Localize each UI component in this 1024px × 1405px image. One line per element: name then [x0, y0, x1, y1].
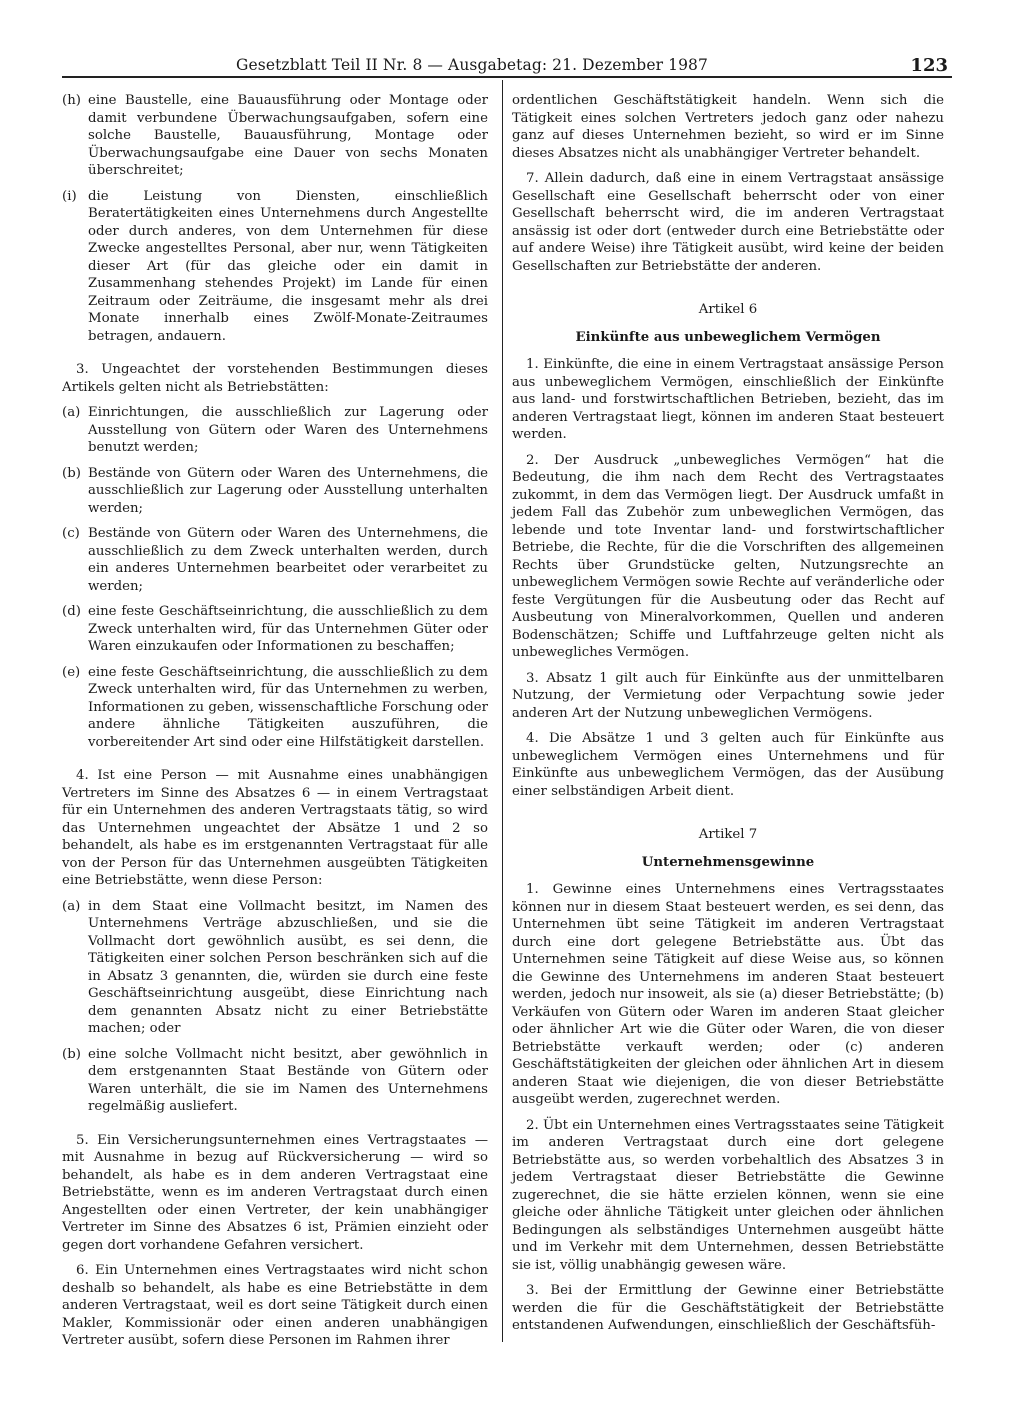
item-label: (b)	[62, 1046, 81, 1062]
item-text: Bestände von Gütern oder Waren des Unternehmens, die ausschließlich zu dem Zweck unterhalten werden, durch ein anderes Unternehmen bearbeitet oder verarbeitet zu werden;	[88, 526, 488, 594]
item-label: (c)	[62, 526, 80, 541]
article-6-paragraph: 2. Der Ausdruck „unbewegliches Vermögen“ hat die Bedeutung, die ihm nach dem Recht des Vertragstaates zukommt, in dem das Vermögen liegt. Der Ausdruck umfaßt in jedem Fall das Zubehör zum unbeweglichen Vermögen, das lebende und tote Inventar land- und forstwirtschaftlicher Betriebe, die Rechte, für die die Vorschriften des allgemeinen Rechts über Grundstücke gelten, Nutzungsrechte an unbeweglichem Vermögen sowie Rechte auf veränderliche oder feste Vergütungen für die Ausbeutung oder das Recht auf Ausbeutung von Mineralvorkommen, Quellen und anderen Bodenschätzen; Schiffe und Luftfahrzeuge gelten nicht als unbewegliches Vermögen.	[512, 452, 944, 660]
item-text: eine feste Geschäftseinrichtung, die ausschließlich zu dem Zweck unterhalten wird, für das Unternehmen zu werben, Informationen zu geben, wissenschaftliche Forschung oder andere ähnliche Tätigkeiten auszuführen, die vorbereitender Art sind oder eine Hilfstätigkeit darstellen.	[88, 664, 488, 750]
list-item	[62, 603, 488, 656]
article-7-title: Artikel 7	[698, 827, 758, 842]
page-number: 123	[910, 55, 948, 76]
list-item	[62, 898, 488, 1038]
list-item	[62, 92, 488, 180]
item-label: (a)	[62, 898, 81, 914]
article-6-paragraph: 4. Die Absätze 1 und 3 gelten auch für Einkünfte aus unbeweglichem Vermögen eines Unternehmens und für Einkünfte aus unbeweglichem Vermögen, das der Ausübung einer selbständigen Arbeit dient.	[512, 731, 944, 799]
column-divider	[502, 80, 503, 1342]
item-label: (e)	[62, 664, 81, 680]
item-text: eine solche Vollmacht nicht besitzt, aber gewöhnlich in dem erstgenannten Staat Bestände von Gütern oder Waren unterhält, die sie im Namen des Unternehmens regelmäßig ausliefert.	[88, 1046, 488, 1114]
item-text: in dem Staat eine Vollmacht besitzt, im Namen des Unternehmens Verträge abzuschließen, und sie die Vollmacht dort gewöhnlich ausübt, es sei denn, die Tätigkeiten einer solchen Person beschränken sich auf die in Absatz 3 genannten, die, würden sie durch eine feste Geschäftseinrichtung ausgeübt, diese Einrichtung nach dem genannten Absatz nicht zu einer Betriebstätte machen; oder	[88, 898, 488, 1036]
article-7-heading: Unternehmensgewinne	[641, 854, 815, 870]
page-header	[62, 52, 952, 78]
article-6-paragraph: 1. Einkünfte, die eine in einem Vertragstaat ansässige Person aus unbeweglichem Vermögen, einschließlich der Einkünfte aus land- und forstwirtschaftlichen Betrieben, bezieht, das im anderen Vertragstaat liegt, können im anderen Staat besteuert werden.	[512, 357, 944, 442]
article-7-paragraph: 2. Übt ein Unternehmen eines Vertragsstaates seine Tätigkeit im anderen Vertragstaat durch eine dort gelegene Betriebstätte aus, so werden vorbehaltlich des Absatzes 3 in jedem Vertragstaat dieser Betriebstätte die Gewinne zugerechnet, die sie hätte erzielen können, wenn sie eine gleiche oder ähnliche Tätigkeit unter gleichen oder ähnlichen Bedingungen als selbständiges Unternehmen ausgeübt hätte und im Verkehr mit dem Unternehmen, dessen Betriebstätte sie ist, völlig unabhängig gewesen wäre.	[512, 1117, 944, 1273]
header-title: Gesetzblatt Teil II Nr. 8 — Ausgabetag: 21. Dezember 1987	[236, 56, 708, 74]
right-column	[512, 92, 944, 1343]
list-item	[62, 664, 488, 752]
item-text: die Leistung von Diensten, einschließlich Beratertätigkeiten eines Unternehmens durch Angestellte oder durch anderes, von dem Unternehmen für diese Zwecke angestelltes Personal, aber nur, wenn Tätigkeiten dieser Art (für das gleiche oder ein damit in Zusammenhang stehendes Projekt) im Lande für einen Zeitraum oder Zeiträume, die insgesamt mehr als drei Monate innerhalb eines Zwölf-Monate-Zeitraumes betragen, andauern.	[88, 188, 488, 344]
list-item	[62, 188, 488, 346]
article-7-paragraph: 3. Bei der Ermittlung der Gewinne einer Betriebstätte werden die für die Geschäftstätigkeit der Betriebstätte entstandenen Aufwendungen, einschließlich der Geschäftsfüh-	[512, 1283, 944, 1333]
item-label: (d)	[62, 604, 81, 619]
article-6-heading: Einkünfte aus unbeweglichem Vermögen	[575, 329, 881, 345]
paragraph-4: 4. Ist eine Person — mit Ausnahme eines unabhängigen Vertreters im Sinne des Absatzes 6 — in einem Vertragstaat für ein Unternehmen des anderen Vertragstaats tätig, so wird das Unternehmen ungeachtet der Absätze 1 und 2 so behandelt, als habe es im erstgenannten Vertragstaat für alle von der Person für das Unternehmen ausgeübten Tätigkeiten eine Betriebstätte, wenn diese Person:	[62, 768, 488, 888]
paragraph-3: 3. Ungeachtet der vorstehenden Bestimmungen dieses Artikels gelten nicht als Betriebstätten:	[62, 362, 488, 395]
paragraph-6-continued: ordentlichen Geschäftstätigkeit handeln. Wenn sich die Tätigkeit eines solchen Vertreters jedoch ganz oder nahezu ganz auf dieses Unternehmen bezieht, so wird er im Sinne dieses Absatzes nicht als unabhängiger Vertreter behandelt.	[512, 93, 944, 161]
item-text: Bestände von Gütern oder Waren des Unternehmens, die ausschließlich zur Lagerung oder Ausstellung unterhalten werden;	[88, 465, 488, 516]
item-label: (b)	[62, 465, 81, 481]
left-column	[62, 92, 488, 1358]
paragraph-7: 7. Allein dadurch, daß eine in einem Vertragstaat ansässige Gesellschaft eine Gesellschaft beherrscht oder von einer Gesellschaft beherrscht wird, die im anderen Vertragstaat ansässig ist oder dort (entweder durch eine Betriebstätte oder auf andere Weise) ihre Tätigkeit ausübt, wird keine der beiden Gesellschaften zur Betriebstätte der anderen.	[512, 171, 944, 274]
list-item	[62, 465, 488, 518]
list-item	[62, 525, 488, 595]
item-text: Einrichtungen, die ausschließlich zur Lagerung oder Ausstellung von Gütern oder Waren des Unternehmens benutzt werden;	[88, 405, 488, 455]
item-label: (h)	[62, 93, 81, 108]
article-6-title: Artikel 6	[698, 302, 758, 317]
list-item	[62, 1046, 488, 1116]
item-text: eine feste Geschäftseinrichtung, die ausschließlich zu dem Zweck unterhalten wird, für das Unternehmen Güter oder Waren einzukaufen oder Informationen zu beschaffen;	[88, 604, 488, 654]
paragraph-5: 5. Ein Versicherungsunternehmen eines Vertragstaates — mit Ausnahme in bezug auf Rückversicherung — wird so behandelt, als habe es in dem anderen Vertragstaat eine Betriebstätte, wenn es im anderen Vertragstaat durch einen Angestellten oder einen Vertreter, der kein unabhängiger Vertreter im Sinne des Absatzes 6 ist, Prämien einzieht oder gegen dort vorhandene Gefahren versichert.	[62, 1132, 488, 1253]
article-6-paragraph: 3. Absatz 1 gilt auch für Einkünfte aus der unmittelbaren Nutzung, der Vermietung oder Verpachtung sowie jeder anderen Art der Nutzung unbeweglichen Vermögens.	[512, 670, 944, 721]
item-label: (a)	[62, 405, 81, 420]
paragraph-6: 6. Ein Unternehmen eines Vertragstaates wird nicht schon deshalb so behandelt, als habe es eine Betriebstätte in dem anderen Vertragstaat, weil es dort seine Tätigkeit durch einen Makler, Kommissionär oder einen anderen unabhängigen Vertreter ausübt, sofern diese Personen im Rahmen ihrer	[62, 1263, 488, 1348]
item-label: (i)	[62, 188, 77, 204]
list-item	[62, 404, 488, 457]
header-rule	[62, 76, 952, 78]
article-7-paragraph: 1. Gewinne eines Unternehmens eines Vertragsstaates können nur in diesem Staat besteuert werden, es sei denn, das Unternehmen übt seine Tätigkeit im anderen Vertragstaat durch eine dort gelegene Betriebstätte aus. Übt das Unternehmen seine Tätigkeit auf diese Weise aus, so können die Gewinne des Unternehmens im anderen Staat besteuert werden, jedoch nur insoweit, als sie (a) dieser Betriebstätte; (b) Verkäufen von Gütern oder Waren im anderen Staat gleicher oder ähnlicher Art wie die Güter oder Waren, die von dieser Betriebstätte verkauft werden; oder (c) anderen Geschäftstätigkeiten der gleichen oder ähnlichen Art in diesem anderen Staat wie diejenigen, die von dieser Betriebstätte ausgeübt werden, zugerechnet werden.	[512, 882, 944, 1107]
item-text: eine Baustelle, eine Bauausführung oder Montage oder damit verbundene Überwachungsaufgaben, sofern eine solche Baustelle, Bauausführung, Montage oder Überwachungsaufgabe eine Dauer von sechs Monaten überschreitet;	[88, 93, 488, 178]
